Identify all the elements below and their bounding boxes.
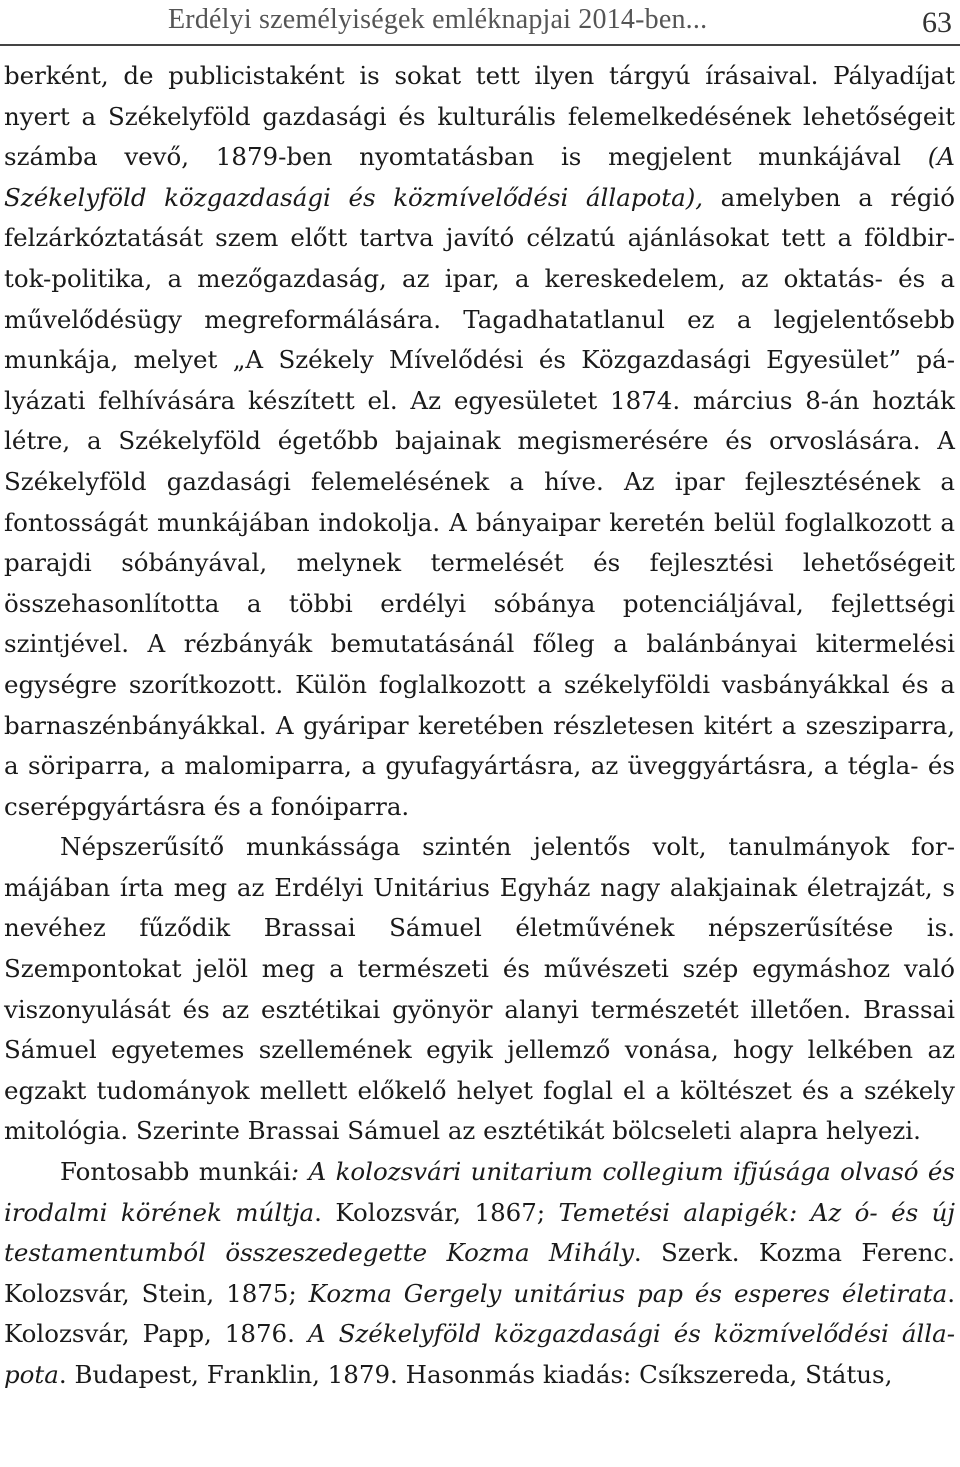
work-pub-2: . Szerk. Kozma Ferenc. Kolozsvár, Stein, 1875;: [4, 1238, 955, 1308]
paragraph-1: [4, 56, 955, 827]
work-title-3: Kozma Gergely unitárius pap és esperes életirata: [308, 1278, 948, 1308]
work-pub-3: . Kolozsvár, Papp, 1876.: [4, 1278, 955, 1349]
work-pub-4: . Budapest, Franklin, 1879. Hasonmás kiadás: Csíkszereda, Státus,: [58, 1360, 893, 1389]
paragraph-works: [4, 1152, 955, 1396]
work-pub-1: . Kolozsvár, 1867;: [314, 1197, 559, 1227]
header-rule: [0, 44, 960, 46]
running-header: [168, 4, 952, 42]
paragraph-1-title-italic: (A Székelyföld közgazdasági és közmívelődési állapota),: [4, 142, 955, 212]
running-title: Erdélyi személyiségek emléknapjai 2014-ben...: [168, 4, 708, 35]
work-title-2: Temetési alapigék: Az ó- és új testamentumból összeszedegette Kozma Mihály: [4, 1197, 955, 1268]
work-title-4: A Székelyföld közgazdasági és közmívelődési állapota: [4, 1319, 955, 1389]
paragraph-1-text-a: berként, de publicistaként is sokat tett ilyen tárgyú írásaival. Pályadíjat nyert a Székelyföld gazdasági és kulturális felemelkedésének lehetőségeit számba vevő, 1879-ben nyomtatásban is megjelent munkájával: [4, 61, 955, 172]
work-title-1: A kolozsvári unitarium collegium ifjúsága olvasó és irodalmi körének múltja: [4, 1157, 955, 1227]
page-number: 63: [922, 6, 952, 39]
paragraph-1-text-b: amelyben a régió felzárkóztatását szem előtt tartva javító célzatú ajánlásokat tett a földbirtok-politika, a mezőgazdaság, az ipar, a kereskedelem, az oktatás- és a művelődésügy megreformálására. Tagadhatatlanul ez a legjelentősebb munkája, melyet „A Székely Mívelődési és Közgazdasági Egyesület” pályázati felhívására készített el. Az egyesületet 1874. március 8-án hozták létre, a Székelyföld égetőbb bajainak megismerésére és orvoslására. A Székelyföld gazdasági felemelésének a híve. Az ipar fejlesztésének a fontosságát munkájában indokolja. A bányaipar keretén belül foglalkozott a parajdi sóbányával, melynek termelését és fejlesztési lehetőségeit összehasonlította a többi erdélyi sóbánya potenciáljával, fejlettségi szintjével. A rézbányák bemutatásánál főleg a balánbányai kitermelési egységre szorítkozott. Külön foglalkozott a székelyföldi vasbányákkal és a barnaszénbányákkal. A gyáripar keretében részletesen kitért a szesziparra, a söriparra, a malomiparra, a gyufagyártásra, az üveggyártásra, a tégla- és cserépgyártásra és a fonóiparra.: [4, 182, 955, 821]
works-colon: :: [290, 1157, 300, 1187]
body-text: [4, 56, 955, 1396]
works-label: Fontosabb munkái: [60, 1157, 291, 1187]
paragraph-2: Népszerűsítő munkássága szintén jelentős volt, tanulmányok formájában írta meg az Erdélyi Unitárius Egyház nagy alakjainak életrajzát, s nevéhez fűződik Brassai Sámuel életművének népszerűsítése is. Szempontokat jelöl meg a természeti és művészeti szép egymáshoz való viszonyulását és az esztétikai gyönyör alanyi természetét illetően. Brassai Sámuel egyetemes szellemének egyik jellemző vonása, hogy lelkében az egzakt tudományok mellett előkelő helyet foglal el a költészet és a székely mitológia. Szerinte Brassai Sámuel az esztétikát bölcseleti alapra helyezi.: [4, 832, 955, 1146]
